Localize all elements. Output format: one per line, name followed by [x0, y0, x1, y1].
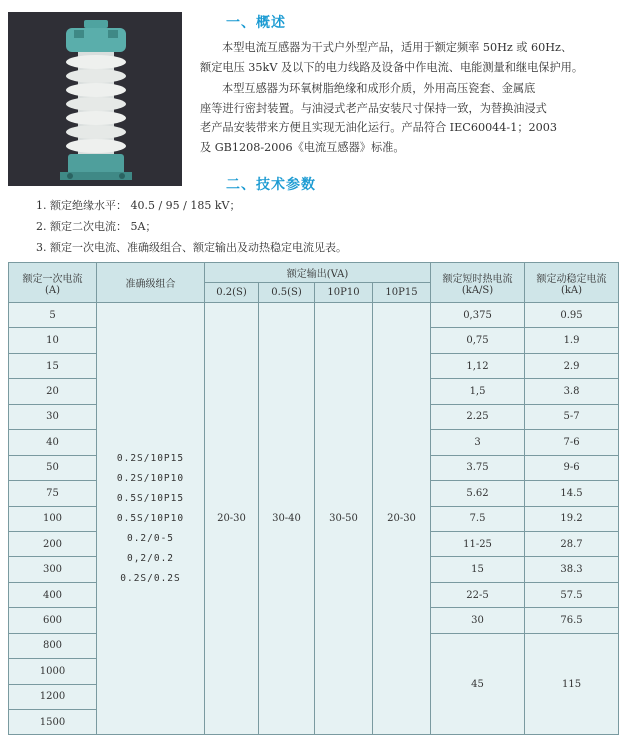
spec-item-secondary-current: 2. 额定二次电流： 5A； — [36, 220, 157, 233]
header-short-time-current-unit: (kA/S) — [461, 284, 494, 296]
accuracy-class-line: 0.2S/0.2S — [120, 572, 181, 584]
header-rated-primary-current-label: 额定一次电流 — [22, 273, 83, 285]
primary-current-cell: 50 — [9, 455, 97, 480]
primary-current-cell: 15 — [9, 353, 97, 378]
short-time-current-cell: 1,12 — [431, 353, 525, 378]
accuracy-class-line: 0,2/0.2 — [126, 552, 175, 564]
header-output-10p15: 10P15 — [373, 283, 431, 303]
header-rated-primary-current-unit: (A) — [44, 284, 61, 296]
dynamic-current-cell: 38.3 — [525, 557, 619, 582]
short-time-current-cell: 15 — [431, 557, 525, 582]
primary-current-cell: 75 — [9, 481, 97, 506]
short-time-current-cell: 0,375 — [431, 303, 525, 328]
header-dynamic-current — [525, 263, 619, 303]
short-time-current-cell: 22-5 — [431, 582, 525, 607]
accuracy-class-line: 0.5S/10P10 — [116, 512, 185, 524]
short-time-current-cell: 3 — [431, 430, 525, 455]
header-output-02s: 0.2(S) — [205, 283, 259, 303]
overview-paragraph-2 — [200, 79, 557, 157]
header-output-05s: 0.5(S) — [259, 283, 315, 303]
short-time-current-cell: 30 — [431, 608, 525, 633]
short-time-current-cell: 7.5 — [431, 506, 525, 531]
dynamic-current-cell: 14.5 — [525, 481, 619, 506]
output-02s-cell: 20-30 — [205, 303, 259, 735]
primary-current-cell: 200 — [9, 531, 97, 556]
spec-item-table-note: 3. 额定一次电流、准确级组合、额定输出及动热稳定电流见表。 — [36, 241, 347, 254]
dynamic-current-cell: 28.7 — [525, 531, 619, 556]
primary-current-cell: 5 — [9, 303, 97, 328]
table-row — [9, 303, 619, 328]
short-time-current-cell: 11-25 — [431, 531, 525, 556]
primary-current-cell: 100 — [9, 506, 97, 531]
accuracy-class-line: 0.2/0-5 — [126, 532, 175, 544]
dynamic-current-cell: 19.2 — [525, 506, 619, 531]
primary-current-cell: 1200 — [9, 684, 97, 709]
header-output-10p10: 10P10 — [315, 283, 373, 303]
short-time-current-cell: 1,5 — [431, 379, 525, 404]
primary-current-cell: 40 — [9, 430, 97, 455]
dynamic-current-cell: 57.5 — [525, 582, 619, 607]
accuracy-class-cell — [97, 303, 205, 735]
overview-p1-line-2: 额定电压 35kV 及以下的电力线路及设备中作电流、电能测量和继电保护用。 — [200, 60, 584, 74]
header-dynamic-current-label: 额定动稳定电流 — [536, 273, 607, 285]
dynamic-current-cell: 5-7 — [525, 404, 619, 429]
primary-current-cell: 1500 — [9, 710, 97, 735]
header-rated-output: 额定输出(VA) — [205, 263, 431, 283]
accuracy-class-line: 0.2S/10P15 — [116, 452, 185, 464]
accuracy-class-line: 0.5S/10P15 — [116, 492, 185, 504]
header-accuracy-class: 准确级组合 — [97, 263, 205, 303]
section-overview-title: 一、概述 — [226, 15, 286, 31]
primary-current-cell: 600 — [9, 608, 97, 633]
current-transformer-image — [8, 12, 182, 186]
overview-p2-line-2: 座等进行密封装置。与油浸式老产品安装尺寸保持一致，为替换油浸式 — [200, 101, 547, 115]
primary-current-cell: 1000 — [9, 659, 97, 684]
primary-current-cell: 30 — [9, 404, 97, 429]
primary-current-cell: 20 — [9, 379, 97, 404]
dynamic-current-cell: 115 — [525, 633, 619, 735]
short-time-current-cell: 0,75 — [431, 328, 525, 353]
dynamic-current-cell: 3.8 — [525, 379, 619, 404]
header-short-time-current-label: 额定短时热电流 — [442, 273, 513, 285]
output-10p15-cell: 20-30 — [373, 303, 431, 735]
header-rated-primary-current — [9, 263, 97, 303]
primary-current-cell: 400 — [9, 582, 97, 607]
overview-p1-line-1: 本型电流互感器为干式户外型产品，适用于额定频率 50Hz 或 60Hz、 — [222, 41, 573, 54]
overview-p2-line-4: 及 GB1208-2006《电流互感器》标准。 — [200, 140, 405, 154]
overview-p2-line-1: 本型互感器为环氧树脂绝缘和成形介质，外用高压瓷套、金属底 — [222, 82, 536, 95]
dynamic-current-cell: 2.9 — [525, 353, 619, 378]
overview-p2-line-3: 老产品安装带来方便且实现无油化运行。产品符合 IEC60044-1；2003 — [200, 121, 557, 134]
short-time-current-cell: 45 — [431, 633, 525, 735]
dynamic-current-cell: 9-6 — [525, 455, 619, 480]
dynamic-current-cell: 76.5 — [525, 608, 619, 633]
primary-current-cell: 10 — [9, 328, 97, 353]
spec-table — [8, 262, 619, 735]
output-10p10-cell: 30-50 — [315, 303, 373, 735]
dynamic-current-cell: 7-6 — [525, 430, 619, 455]
dynamic-current-cell: 0.95 — [525, 303, 619, 328]
section-specs-title: 二、技术参数 — [226, 177, 316, 193]
primary-current-cell: 300 — [9, 557, 97, 582]
short-time-current-cell: 2.25 — [431, 404, 525, 429]
primary-current-cell: 800 — [9, 633, 97, 658]
accuracy-class-line: 0.2S/10P10 — [116, 472, 185, 484]
dynamic-current-cell: 1.9 — [525, 328, 619, 353]
spec-item-insulation: 1. 额定绝缘水平： 40.5 / 95 / 185 kV； — [36, 199, 241, 212]
short-time-current-cell: 5.62 — [431, 481, 525, 506]
overview-paragraph-1 — [200, 38, 583, 77]
product-photo — [8, 12, 182, 186]
output-05s-cell: 30-40 — [259, 303, 315, 735]
header-short-time-current — [431, 263, 525, 303]
short-time-current-cell: 3.75 — [431, 455, 525, 480]
header-dynamic-current-unit: (kA) — [560, 284, 583, 296]
